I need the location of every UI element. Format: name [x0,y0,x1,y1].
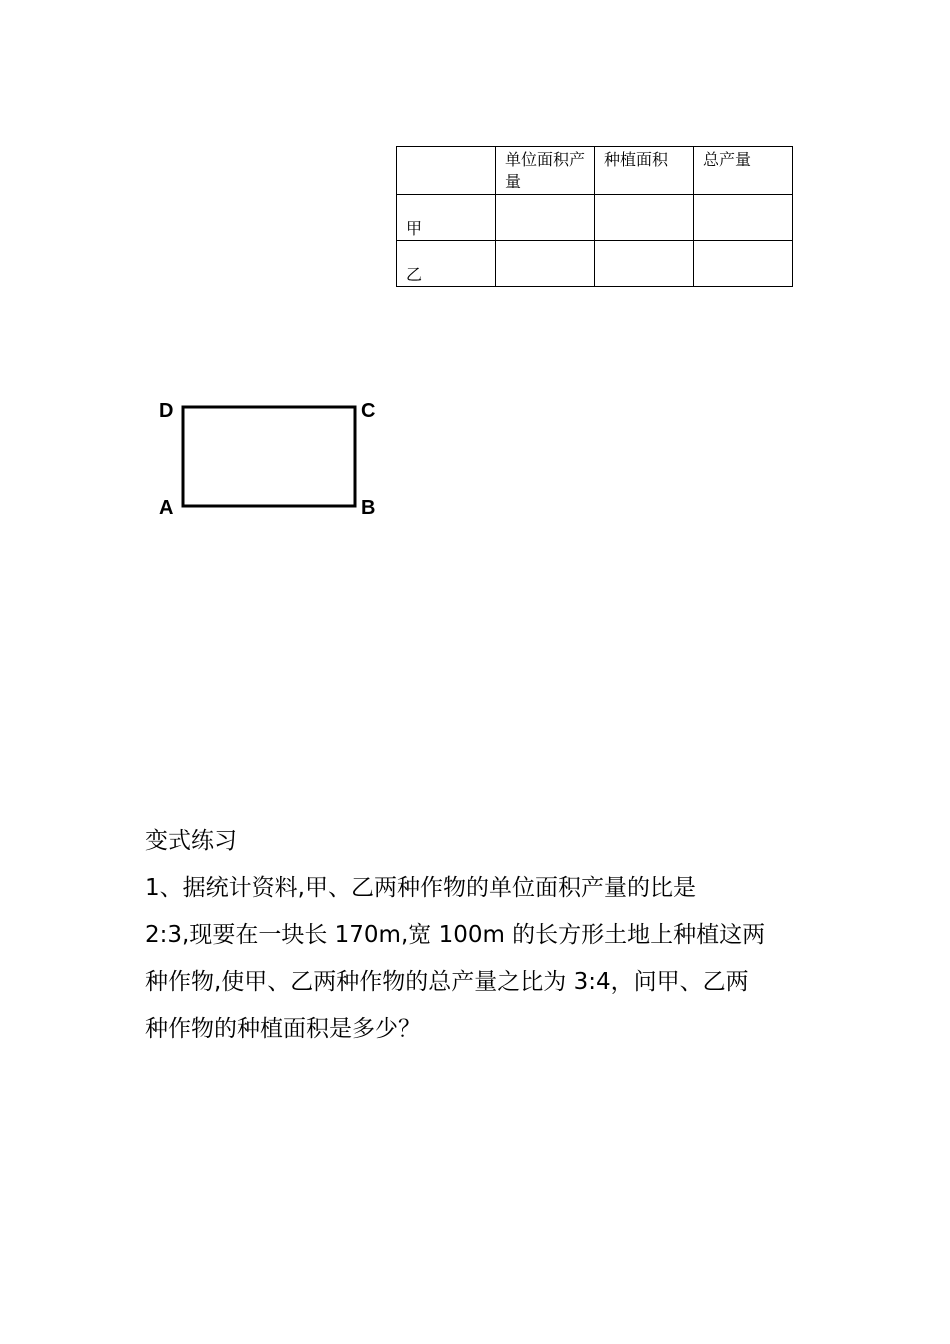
rectangle-abcd [183,407,355,506]
vertex-label-c: C [361,400,376,422]
yield-table [396,146,793,287]
table-cell [694,195,793,241]
table-header-corner [397,147,496,195]
table-header-row [397,147,793,195]
vertex-label-a: A [159,497,174,519]
problem-line: 种作物,使甲、乙两种作物的总产量之比为 3:4，问甲、乙两 [145,969,749,995]
rectangle-diagram [150,390,390,530]
table-header-total-yield: 总产量 [694,147,793,195]
table-cell [496,241,595,287]
exercise-heading: 变式练习 [145,828,237,854]
problem-line: 种作物的种植面积是多少？ [145,1016,421,1042]
row-label-yi: 乙 [397,241,496,287]
rectangle-figure [150,390,390,530]
table-cell [595,195,694,241]
vertex-label-d: D [159,400,174,422]
table-cell [595,241,694,287]
problem-line: 1、据统计资料,甲、乙两种作物的单位面积产量的比是 [145,875,696,901]
table-cell [694,241,793,287]
row-label-jia: 甲 [397,195,496,241]
table-header-planting-area: 种植面积 [595,147,694,195]
table-row [397,195,793,241]
vertex-label-b: B [361,497,376,519]
table-row [397,241,793,287]
table-header-unit-yield: 单位面积产量 [496,147,595,195]
problem-line: 2:3,现要在一块长 170m,宽 100m 的长方形土地上种植这两 [145,922,766,948]
table-cell [496,195,595,241]
exercise-section [145,818,825,1053]
